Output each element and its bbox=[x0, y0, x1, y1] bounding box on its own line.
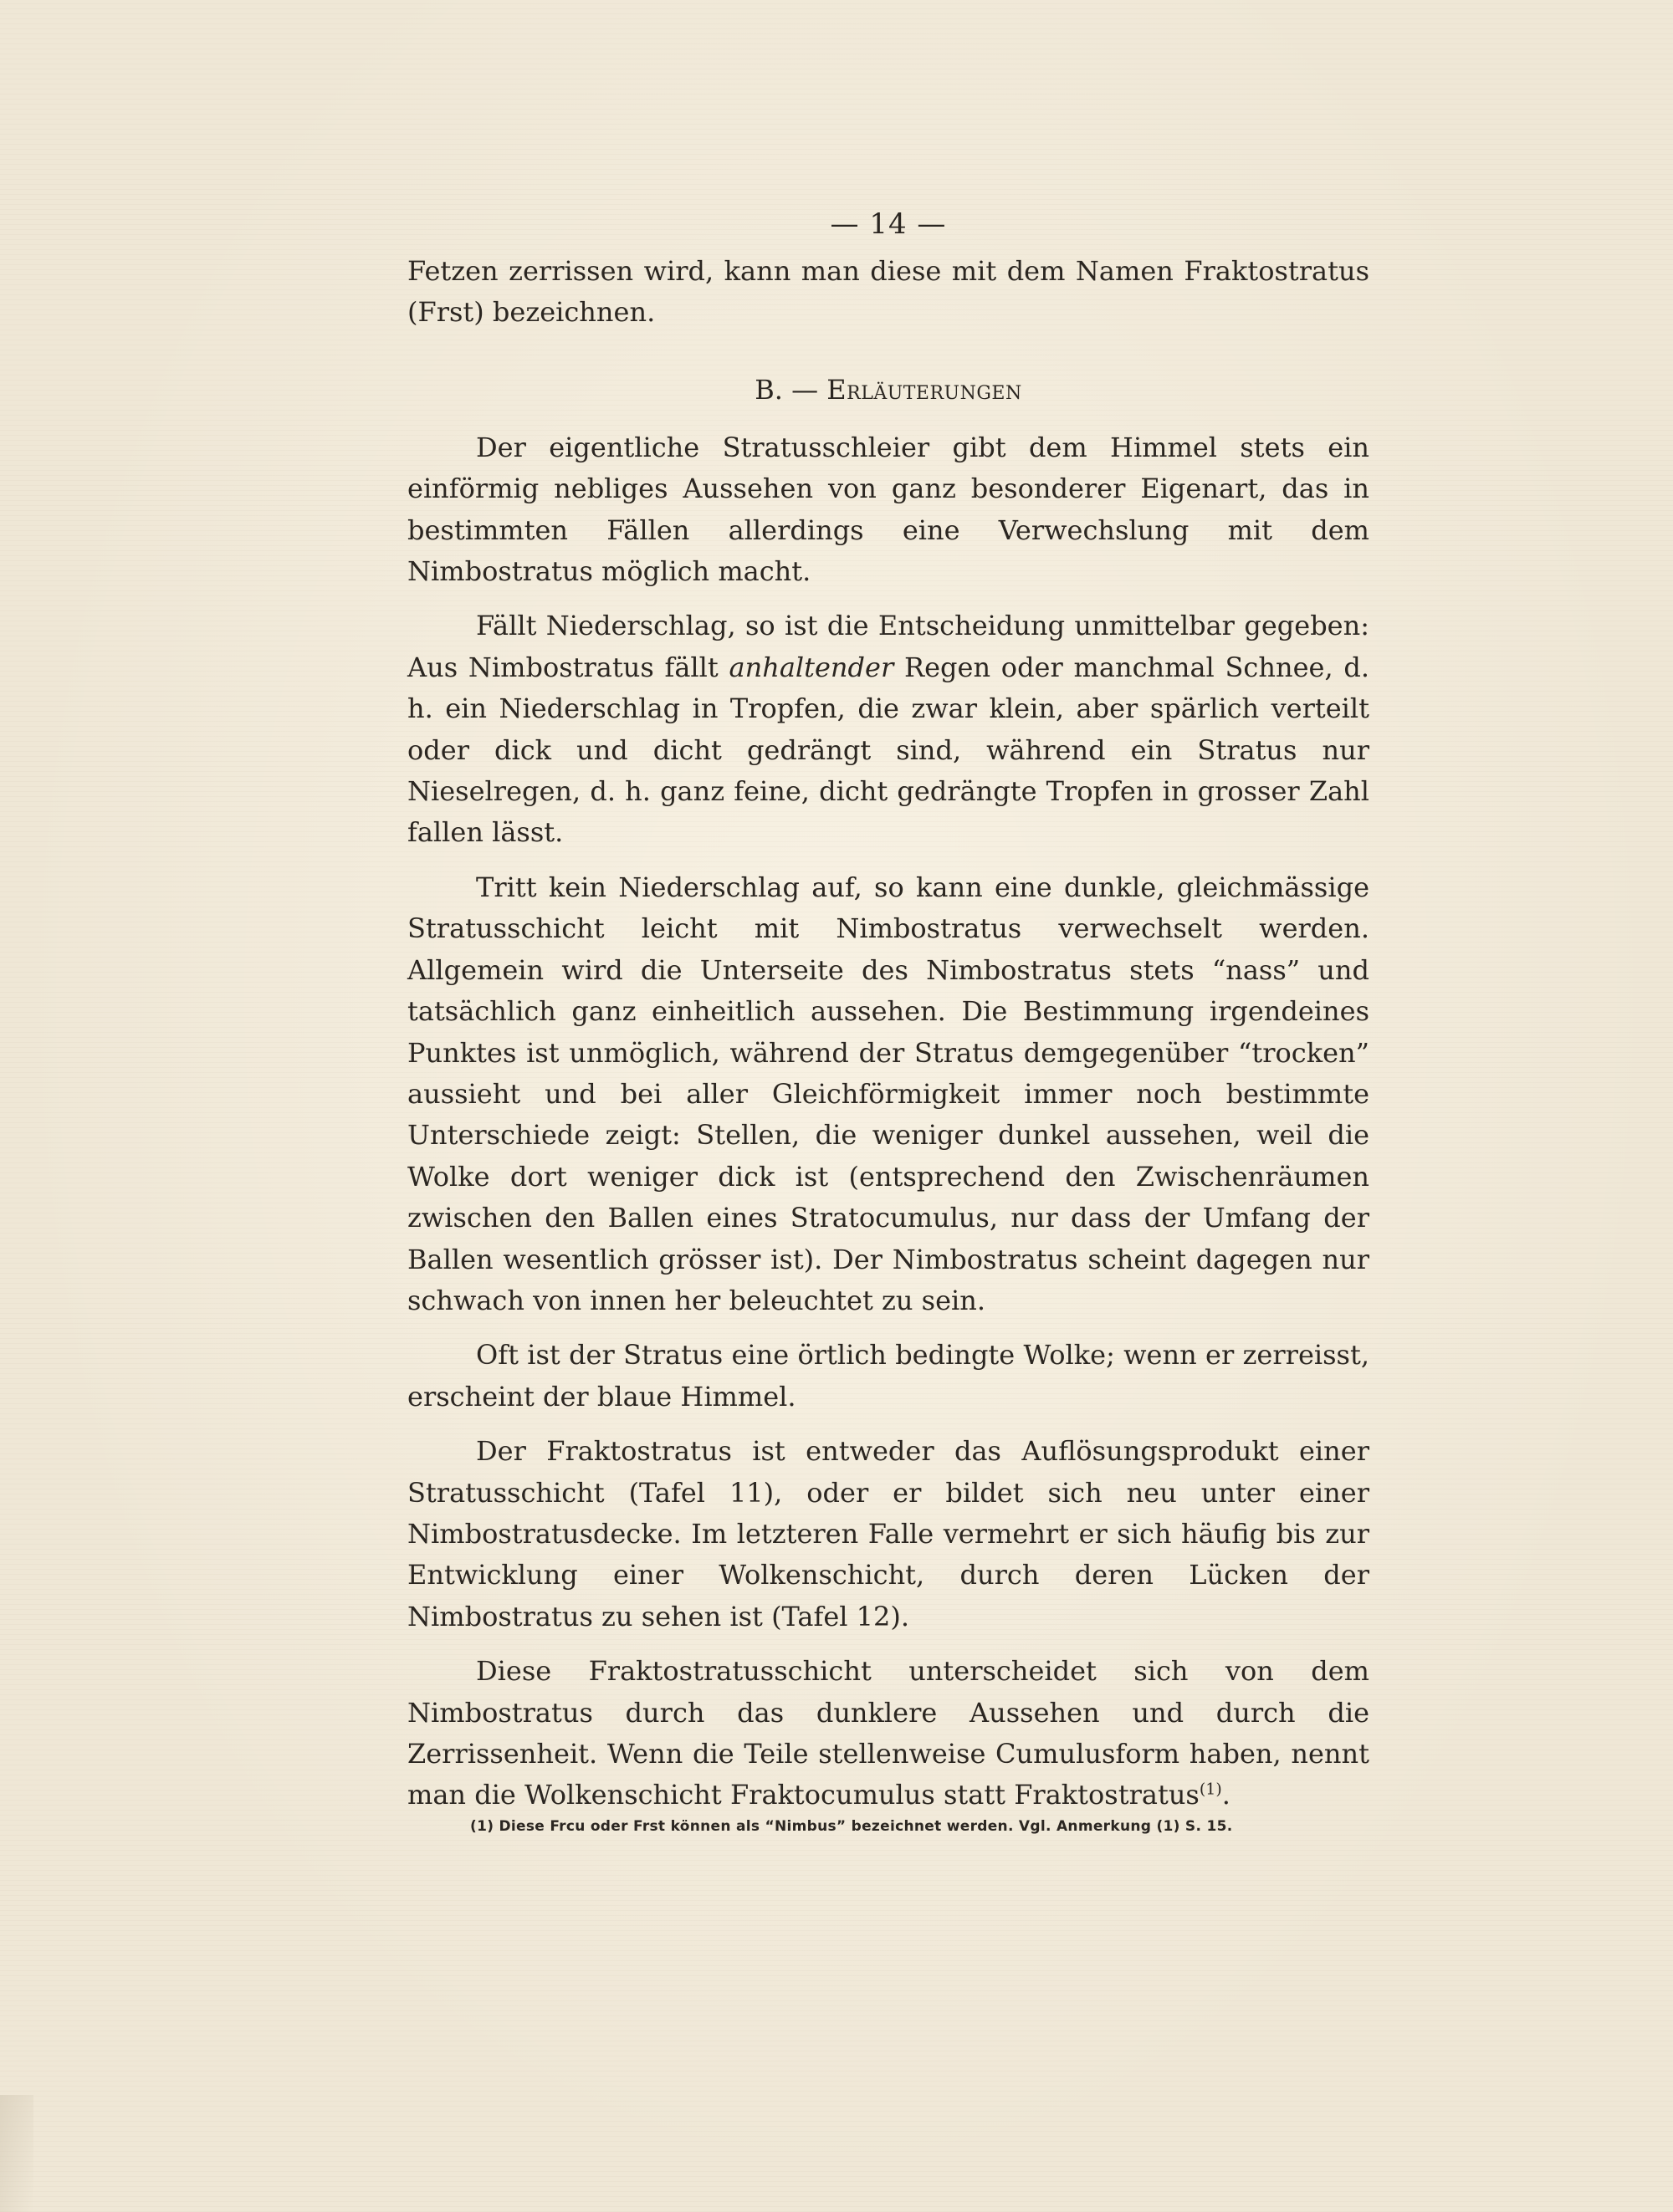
paragraph-6-main: Diese Fraktostratusschicht unterscheidet sich von dem Nimbostratus durch das dunklere Aussehen und durch die Zerrissenheit. Wenn die Teile stellenweise Cumulusform haben, nennt man die Wolkenschicht Fraktocumulus statt Fraktostratus bbox=[407, 1655, 1369, 1811]
footnote: (1) Diese Frcu oder Frst können als “Nimbus” bezeichnet werden. Vgl. Anmerkung (1) S. 15. bbox=[470, 1818, 1233, 1835]
paragraph-1: Der eigentliche Stratusschleier gibt dem Himmel stets ein einförmig nebliges Aussehen von ganz besonderer Eigenart, das in bestimmten Fällen allerdings eine Verwechslung mit dem Nimbostratus möglich macht. bbox=[407, 431, 1369, 588]
section-title: Erläuterungen bbox=[826, 373, 1022, 406]
paragraph-2-before: Fällt Niederschlag, so ist die Entscheidung unmittelbar gegeben: Aus Nimbostratus fällt bbox=[407, 610, 1369, 683]
section-letter: B. — bbox=[755, 373, 819, 406]
paragraph-5: Der Fraktostratus ist entweder das Auflösungsprodukt einer Stratusschicht (Tafel 11), oder er bildet sich neu unter einer Nimbostratusdecke. Im letzteren Falle vermehrt er sich häufig bis zur Entwicklung einer Wolkenschicht, durch deren Lücken der Nimbostratus zu sehen ist (Tafel 12). bbox=[407, 1435, 1369, 1632]
paragraph-2 bbox=[407, 605, 1369, 853]
page-number: — 14 — bbox=[830, 207, 947, 241]
page-corner-shadow bbox=[0, 2095, 33, 2212]
paragraph-2-after: Regen oder manchmal Schnee, d. h. ein Niederschlag in Tropfen, die zwar klein, aber spärlich verteilt oder dick und dicht gedrängt sind, während ein Stratus nur Nieselregen, d. h. ganz feine, dicht gedrängte Tropfen in grosser Zahl fallen lässt. bbox=[407, 651, 1370, 849]
body-text bbox=[407, 201, 1369, 1830]
continuation-paragraph: Fetzen zerrissen wird, kann man diese mit dem Namen Fraktostratus (Frst) bezeichnen. bbox=[407, 255, 1369, 329]
paragraph-2-emphasis: anhaltender bbox=[729, 651, 894, 683]
paragraph-6-end: . bbox=[1221, 1779, 1230, 1811]
footnote-marker: (1) bbox=[1199, 1780, 1222, 1799]
paragraph-4: Oft ist der Stratus eine örtlich bedingte Wolke; wenn er zerreisst, erscheint der blaue Himmel. bbox=[407, 1339, 1369, 1413]
paragraph-3: Tritt kein Niederschlag auf, so kann eine dunkle, gleichmässige Stratusschicht leicht mit Nimbostratus verwechselt werden. Allgemein wird die Unterseite des Nimbostratus stets “nass” und tatsächlich ganz einheitlich aussehen. Die Bestimmung irgendeines Punktes ist unmöglich, während der Stratus demgegenüber “trocken” aussieht und bei aller Gleichförmigkeit immer noch bestimmte Unterschiede zeigt: Stellen, die weniger dunkel aussehen, weil die Wolke dort weniger dick ist (entsprechend den Zwischenräumen zwischen den Ballen eines Stratocumulus, nur dass der Umfang der Ballen wesentlich grösser ist). Der Nimbostratus scheint dagegen nur schwach von innen her beleuchtet zu sein. bbox=[407, 871, 1369, 1316]
section-heading bbox=[407, 369, 1369, 411]
paragraph-6 bbox=[407, 1651, 1369, 1816]
